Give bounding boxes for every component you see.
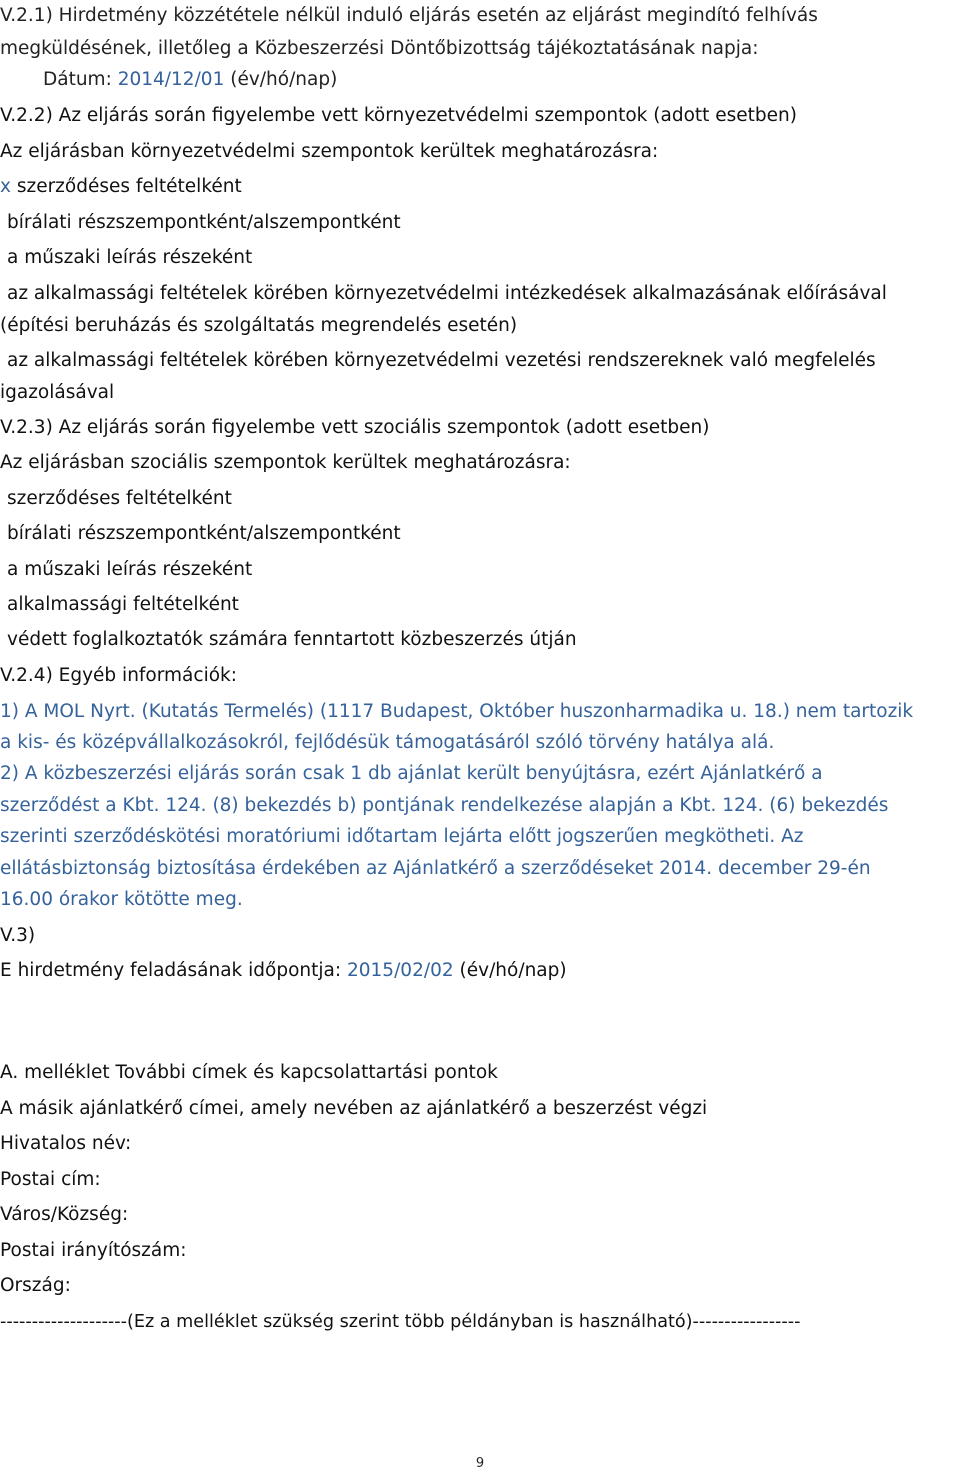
v23-item-3: alkalmassági feltételként <box>7 594 239 615</box>
v22-item-2: a műszaki leírás részeként <box>7 247 253 268</box>
v22-item-0 <box>0 176 242 198</box>
page-number: 9 <box>475 1456 485 1471</box>
annex-field-official-name: Hivatalos név: <box>0 1133 132 1154</box>
v22-item-3: az alkalmassági feltételek körében környezetvédelmi intézkedések alkalmazásának előírásával <box>7 283 887 304</box>
v22-intro: Az eljárásban környezetvédelmi szempontok kerültek meghatározásra: <box>0 141 659 162</box>
v3-sent-row <box>0 960 567 982</box>
v23-intro: Az eljárásban szociális szempontok kerültek meghatározásra: <box>0 452 571 473</box>
v24-line-4: szerinti szerződéskötési moratóriumi időtartam lejárta előtt jogszerűen megkötheti. Az <box>0 826 804 847</box>
v22-item-4: az alkalmassági feltételek körében környezetvédelmi vezetési rendszereknek való megfelelés <box>7 350 876 371</box>
v21-date-value: 2014/12/01 <box>117 69 225 90</box>
v3-heading: V.3) <box>0 925 36 946</box>
v24-line-0: 1) A MOL Nyrt. (Kutatás Termelés) (1117 Budapest, Október huszonharmadika u. 18.) nem tartozik <box>0 701 914 722</box>
annex-separator: --------------------(Ez a melléklet szükség szerint több példányban is használható)----------------- <box>0 1312 801 1332</box>
annex-title: A. melléklet További címek és kapcsolattartási pontok <box>0 1062 498 1083</box>
v24-line-6: 16.00 órakor kötötte meg. <box>0 889 243 910</box>
v21-date-format: (év/hó/nap) <box>230 69 338 90</box>
v24-heading: V.2.4) Egyéb információk: <box>0 665 237 686</box>
v21-line-1: V.2.1) Hirdetmény közzététele nélkül induló eljárás esetén az eljárást megindító felhívás <box>0 5 818 26</box>
v24-line-5: ellátásbiztonság biztosítása érdekében az Ajánlatkérő a szerződéseket 2014. december 29-én <box>0 858 871 879</box>
v23-item-2: a műszaki leírás részeként <box>7 559 253 580</box>
v24-line-3: szerződést a Kbt. 124. (8) bekezdés b) pontjának rendelkezése alapján a Kbt. 124. (6) bekezdés <box>0 795 889 816</box>
v22-item-1: bírálati részszempontként/alszempontként <box>7 212 401 233</box>
checkbox-checked-mark: x <box>0 176 11 197</box>
v3-sent-format: (év/hó/nap) <box>459 960 567 981</box>
v21-line-2: megküldésének, illetőleg a Közbeszerzési Döntőbizottság tájékoztatásának napja: <box>0 38 759 59</box>
v23-item-0: szerződéses feltételként <box>7 488 232 509</box>
v22-item-4-cont: igazolásával <box>0 382 115 403</box>
v21-date-row <box>43 69 337 91</box>
v24-line-2: 2) A közbeszerzési eljárás során csak 1 db ajánlat került benyújtásra, ezért Ajánlatkérő a <box>0 763 823 784</box>
v22-item-label: szerződéses feltételként <box>16 176 242 197</box>
v23-heading: V.2.3) Az eljárás során figyelembe vett szociális szempontok (adott esetben) <box>0 417 710 438</box>
v21-date-label: Dátum: <box>43 69 112 90</box>
v22-item-3-cont: (építési beruházás és szolgáltatás megrendelés esetén) <box>0 315 518 336</box>
v3-sent-value: 2015/02/02 <box>346 960 454 981</box>
annex-subtitle: A másik ajánlatkérő címei, amely nevében az ajánlatkérő a beszerzést végzi <box>0 1098 708 1119</box>
v23-item-1: bírálati részszempontként/alszempontként <box>7 523 401 544</box>
v24-line-1: a kis- és középvállalkozásokról, fejlődésük támogatásáról szóló törvény hatálya alá. <box>0 732 775 753</box>
v22-heading: V.2.2) Az eljárás során figyelembe vett környezetvédelmi szempontok (adott esetben) <box>0 105 797 126</box>
annex-field-postal-address: Postai cím: <box>0 1169 101 1190</box>
annex-field-city: Város/Község: <box>0 1204 129 1225</box>
annex-field-postal-code: Postai irányítószám: <box>0 1240 187 1261</box>
annex-field-country: Ország: <box>0 1275 71 1296</box>
v3-sent-label: E hirdetmény feladásának időpontja: <box>0 960 342 981</box>
v23-item-4: védett foglalkoztatók számára fenntartott közbeszerzés útján <box>7 629 577 650</box>
